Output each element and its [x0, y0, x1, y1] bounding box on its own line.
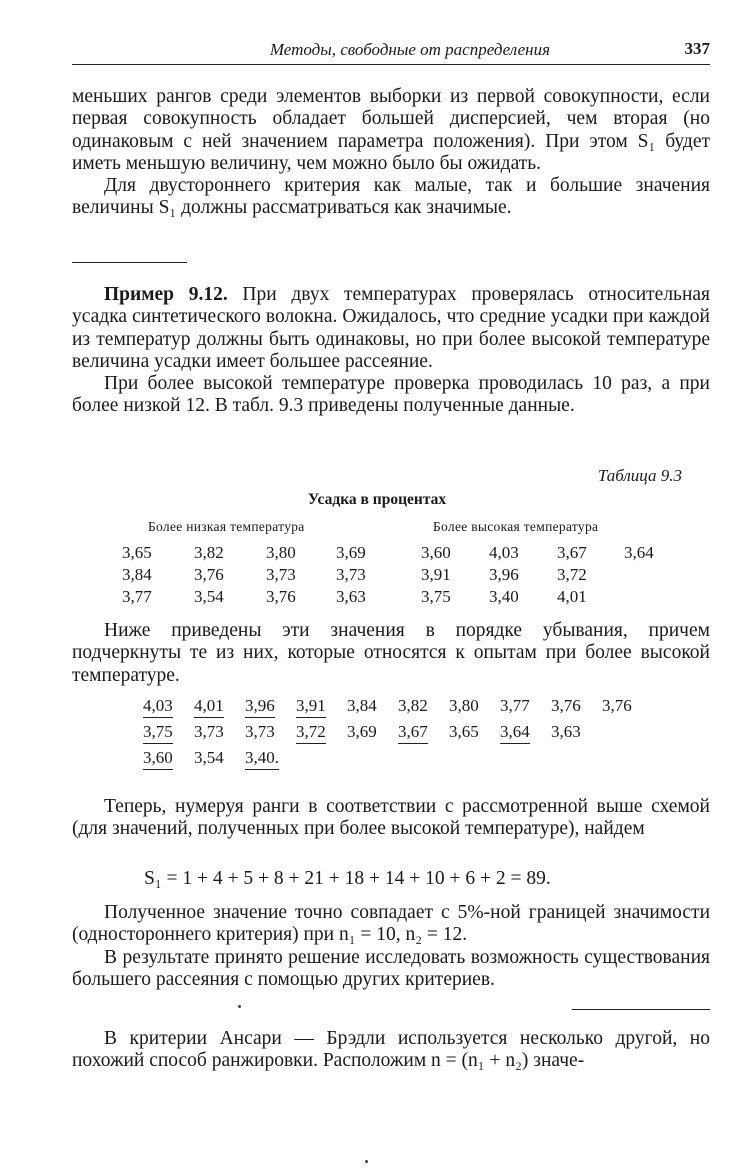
ranked-value-high: 3,75 [143, 722, 173, 744]
ranked-value-high: 4,03 [143, 696, 173, 718]
high-temp-header: Более высокая температура [433, 519, 599, 534]
body-block-bottom [72, 1028, 710, 1073]
paragraph-ansari-bradley: В критерии Ансари — Брэдли используется несколько другой, но похожий способ ранжировки. Расположим n = (n₁ + n₂) значе- [72, 1028, 710, 1072]
section-divider [72, 262, 187, 263]
paragraph-rank-numbering: Теперь, нумеруя ранги в соответствии с рассмотренной выше схемой (для значений, полученных при более высокой температуре), найдем [72, 796, 710, 840]
paragraph-ranking-intro: Ниже приведены эти значения в порядке убывания, причем подчеркнуты те из них, которые относятся к опытам при более высокой температуре. [72, 620, 710, 686]
table-cell-high: 3,64 [624, 543, 654, 562]
table-cell-low: 3,76 [194, 565, 224, 584]
ranked-value-low: 3,84 [347, 696, 377, 715]
example-paragraph-2: При более высокой температуре проверка проводилась 10 раз, а при более низкой 12. В табл. 9.3 приведены полученные данные. [72, 373, 710, 417]
ranked-value-low: 3,73 [245, 722, 275, 741]
example-end-divider [572, 1009, 710, 1010]
table-cell-low: 3,54 [194, 587, 224, 606]
paragraph-significance: Полученное значение точно совпадает с 5%-ной границей значимости (одностороннего критерия) при n₁ = 10, n₂ = 12. [72, 902, 710, 946]
ranked-value-low: 3,77 [500, 696, 530, 715]
ranked-value-high: 4,01 [194, 696, 224, 718]
table-label: Таблица 9.3 [597, 466, 682, 485]
table-cell-low: 3,84 [122, 565, 152, 584]
table-cell-high: 4,01 [557, 587, 587, 606]
example-label: Пример 9.12. [104, 284, 228, 305]
body-block-top [72, 86, 710, 220]
table-cell-low: 3,63 [336, 587, 366, 606]
table-cell-low: 3,82 [194, 543, 224, 562]
ranked-value-low: 3,63 [551, 722, 581, 741]
ranked-value-low: 3,76 [551, 696, 581, 715]
ranked-value-low: 3,73 [194, 722, 224, 741]
table-title: Усадка в процентах [307, 491, 447, 508]
table-cell-high: 3,96 [489, 565, 519, 584]
table-cell-low: 3,65 [122, 543, 152, 562]
ranked-value-low: 3,82 [398, 696, 428, 715]
ranked-value-low: 3,65 [449, 722, 479, 741]
example-block [72, 284, 710, 418]
table-cell-high: 3,91 [421, 565, 451, 584]
low-temp-header: Более низкая температура [148, 519, 305, 534]
table-cell-low: 3,76 [266, 587, 296, 606]
table-cell-low: 3,69 [336, 543, 366, 562]
table-cell-low: 3,73 [336, 565, 366, 584]
paragraph-continuation: меньших рангов среди элементов выборки из первой совокупности, если первая совокупность обладает большей дисперсией, чем вторая (но одинаковым с ней значением параметра положения). При этом S₁ будет иметь меньшую величину, чем можно было бы ожидать. [72, 86, 710, 174]
table-cell-high: 3,67 [557, 543, 587, 562]
ranked-value-high: 3,40. [245, 748, 279, 770]
table-cell-high: 3,60 [421, 543, 451, 562]
running-title: Методы, свободные от распределения [269, 40, 550, 59]
ranked-value-low: 3,54 [194, 748, 224, 767]
ranked-value-high: 3,72 [296, 722, 326, 744]
paragraph-decision: В результате принято решение исследовать возможность существования большего рассеяния с помощью других критериев. [72, 946, 710, 990]
ranked-value-high: 3,96 [245, 696, 275, 718]
ranked-value-low: 3,76 [602, 696, 632, 715]
table-cell-low: 3,73 [266, 565, 296, 584]
stray-dot [238, 1005, 241, 1008]
example-text: При двух температурах проверялась относительная усадка синтетического волокна. Ожидалось, что средние усадки при каждой из температур должны быть одинаковы, но при более высокой температуре величина усадки имеет большее рассеяние. [72, 284, 711, 372]
page-number: 337 [684, 39, 710, 58]
paragraph-two-sided: Для двустороннего критерия как малые, так и большие значения величины S₁ должны рассматриваться как значимые. [72, 175, 710, 219]
table-cell-high: 3,75 [421, 587, 451, 606]
ranked-value-high: 3,91 [296, 696, 326, 718]
ranked-value-high: 3,67 [398, 722, 428, 744]
body-block-rank [72, 796, 710, 841]
table-cell-low: 3,77 [122, 587, 152, 606]
table-cell-high: 4,03 [489, 543, 519, 562]
ranked-value-high: 3,60 [143, 748, 173, 770]
formula-s1: S₁ = 1 + 4 + 5 + 8 + 21 + 18 + 14 + 10 + 6 + 2 = 89. [144, 868, 551, 889]
table-cell-high: 3,72 [557, 565, 587, 584]
page-header [72, 38, 710, 65]
table-cell-low: 3,80 [266, 543, 296, 562]
body-block-conclusion [72, 902, 710, 991]
stray-dot-bottom [365, 1160, 368, 1163]
ranked-value-low: 3,69 [347, 722, 377, 741]
example-paragraph [72, 284, 710, 373]
ranked-value-high: 3,64 [500, 722, 530, 744]
table-cell-high: 3,40 [489, 587, 519, 606]
body-block-middle [72, 620, 710, 687]
ranked-value-low: 3,80 [449, 696, 479, 715]
